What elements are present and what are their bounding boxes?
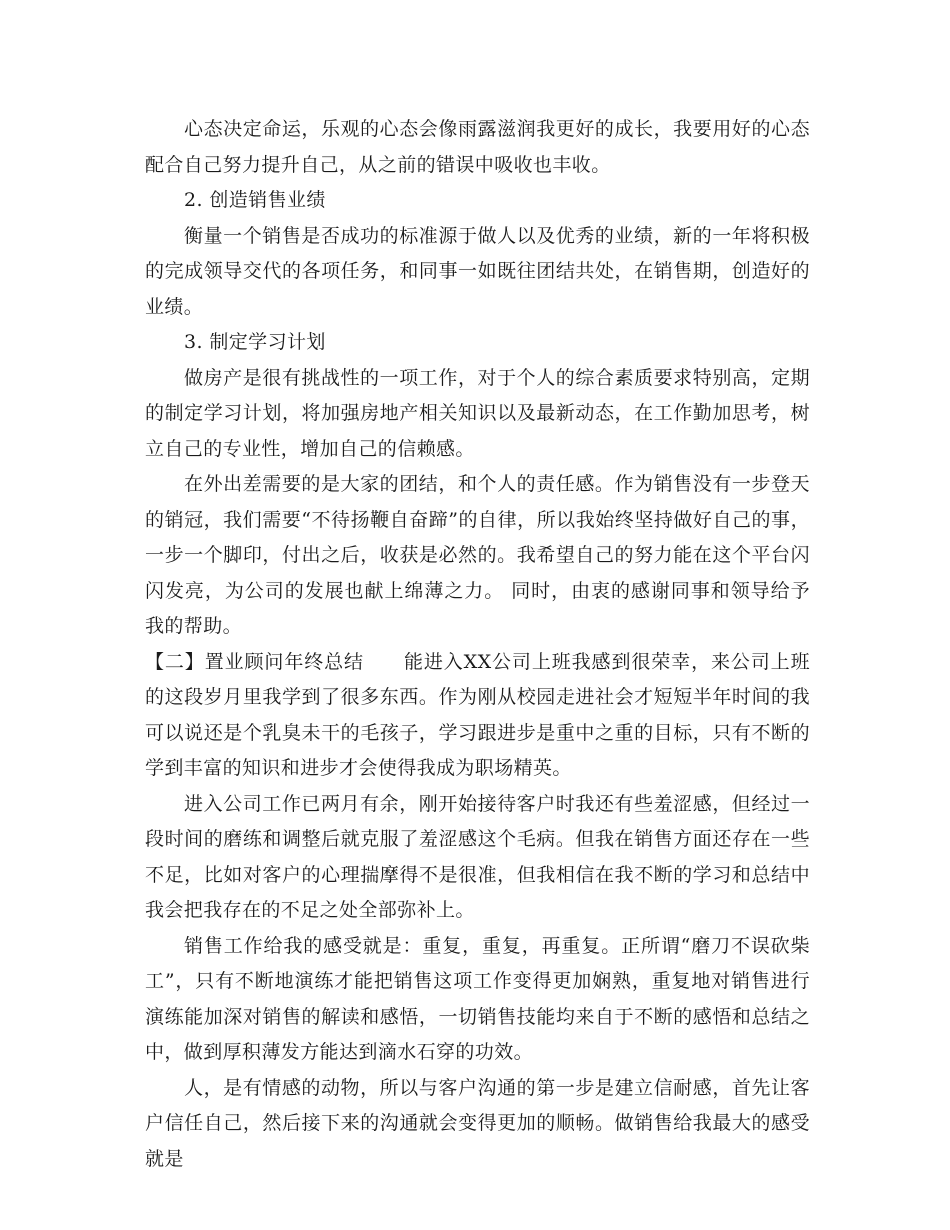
paragraph-repetition: 销售工作给我的感受就是：重复，重复，再重复。正所谓“磨刀不误砍柴工”，只有不断地演练才能把销售这项工作变得更加娴熟，重复地对销售进行演练能加深对销售的解读和感悟，一切销售技能均来自于不断的感悟和总结之中，做到厚积薄发方能达到滴水石穿的功效。 (145, 934, 810, 1063)
paragraph-sales-performance: 衡量一个销售是否成功的标准源于做人以及优秀的业绩，新的一年将积极的完成领导交代的各项任务，和同事一如既往团结共处，在销售期，创造好的业绩。 (145, 224, 810, 318)
paragraph-mindset: 心态决定命运，乐观的心态会像雨露滋润我更好的成长，我要用好的心态配合自己努力提升自己，从之前的错误中吸收也丰收。 (145, 118, 810, 176)
paragraph-two-months: 进入公司工作已两月有余，刚开始接待客户时我还有些羞涩感，但经过一段时间的磨练和调整后就克服了羞涩感这个毛病。但我在销售方面还存在一些不足，比如对客户的心理揣摩得不是很准，但我相信在我不断的学习和总结中我会把我存在的不足之处全部弥补上。 (145, 792, 810, 921)
paragraph-teamwork: 在外出差需要的是大家的团结，和个人的责任感。作为销售没有一步登天的销冠，我们需要“不待扬鞭自奋蹄”的自律，所以我始终坚持做好自己的事，一步一个脚印，付出之后，收获是必然的。我希望自己的努力能在这个平台闪闪发亮，为公司的发展也献上绵薄之力。 同时，由衷的感谢同事和领导给予我的帮助。 (145, 473, 810, 637)
section-two-lead: 能进入XX公司上班我感到很荣幸，来公司上班的这段岁月里我学到了很多东西。作为刚从校园走进社会才短短半年时间的我可以说还是个乳臭未干的毛孩子，学习跟进步是重中之重的目标，只有不断的学到丰富的知识和进步才会使得我成为职场精英。 (145, 650, 810, 779)
section-two-title: 【二】置业顾问年终总结 (145, 650, 364, 673)
paragraph-trust: 人，是有情感的动物，所以与客户沟通的第一步是建立信耐感，首先让客户信任自己，然后接下来的沟通就会变得更加的顺畅。做销售给我最大的感受就是 (145, 1076, 810, 1170)
heading-create-sales-performance: 2. 创造销售业绩 (184, 189, 326, 211)
heading-study-plan: 3. 制定学习计划 (184, 331, 326, 353)
section-two (145, 645, 810, 787)
document-body (145, 112, 810, 1177)
paragraph-study-plan: 做房产是很有挑战性的一项工作，对于个人的综合素质要求特别高，定期的制定学习计划，将加强房地产相关知识以及最新动态，在工作勤加思考，树立自己的专业性，增加自己的信赖感。 (145, 366, 810, 460)
